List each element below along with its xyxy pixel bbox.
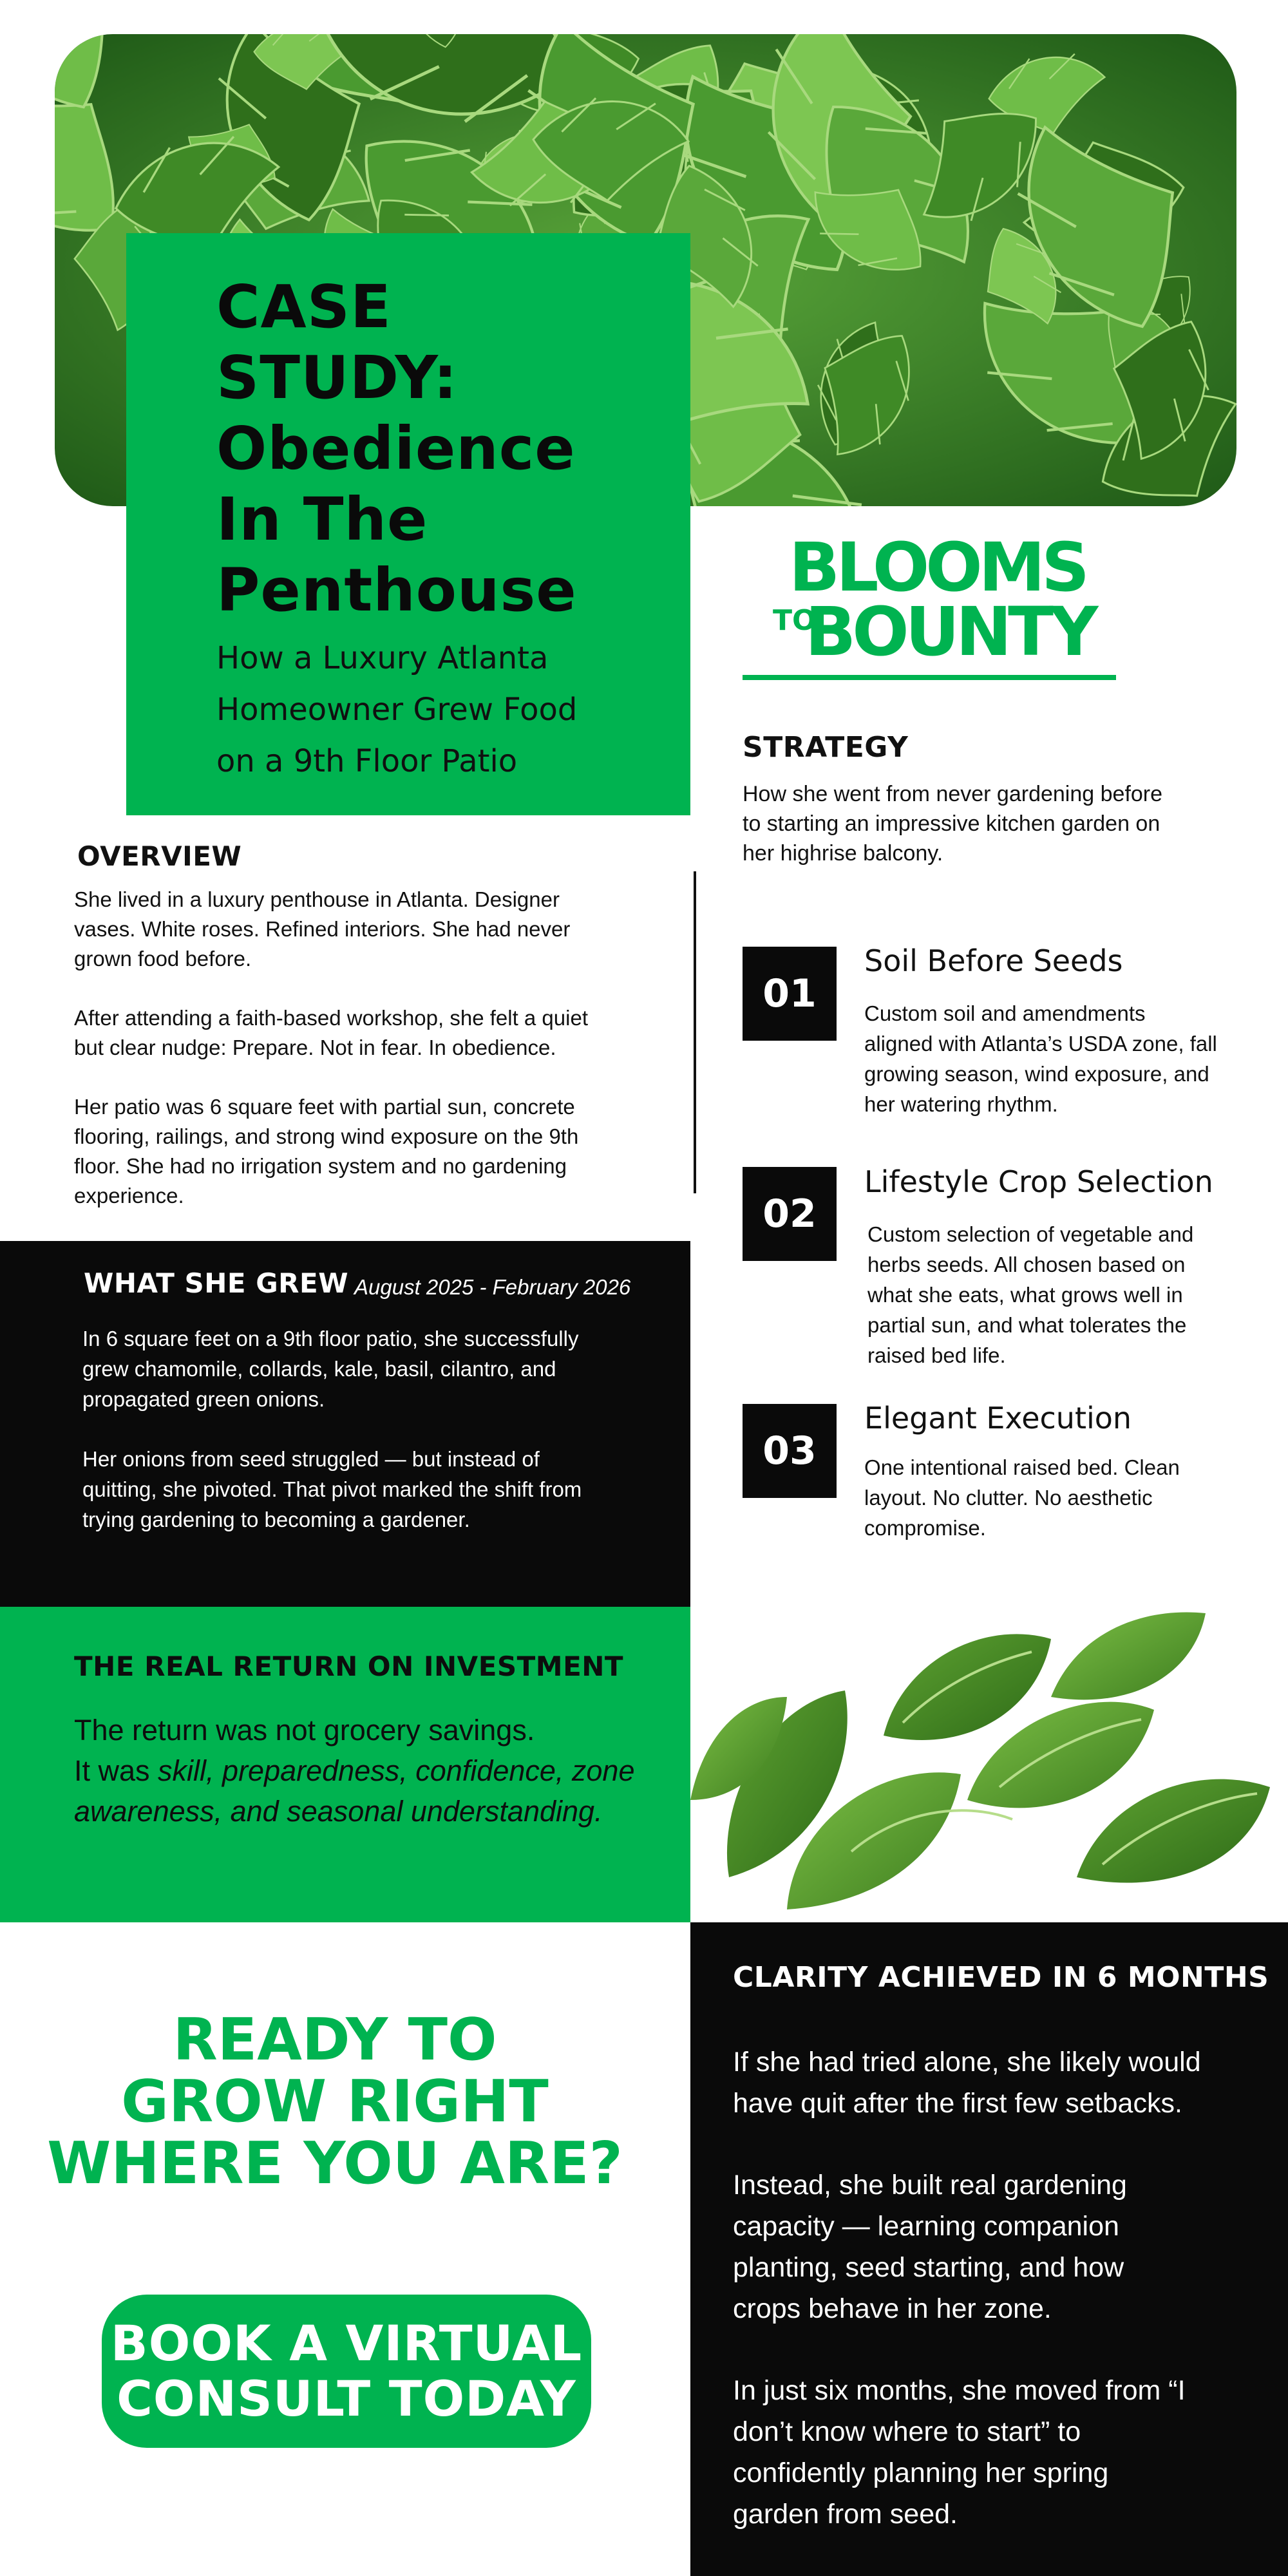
basil-photo [690,1607,1288,1922]
step-number-03: 03 [743,1404,837,1498]
step-title-crop: Lifestyle Crop Selection [864,1164,1213,1199]
book-consult-button[interactable]: BOOK A VIRTUAL CONSULT TODAY [102,2295,591,2448]
strategy-heading: STRATEGY [743,731,909,764]
step-title-execution: Elegant Execution [864,1401,1132,1435]
logo-underline [743,675,1116,680]
case-study-subtitle: How a Luxury Atlanta Homeowner Grew Food on a 9th Floor Patio [216,640,578,779]
step-text-soil: Custom soil and amendments aligned with Atlanta’s USDA zone, fall growing season, wind exposure, and her watering rhythm. [864,1001,1217,1116]
step-number-01: 01 [743,947,837,1041]
clarity-body: If she had tried alone, she likely would have quit after the first few setbacks. Instead, she built real gardening capacity — learning companion planting, seed starting, and how crops behave in her zone. In just six months, she moved from “I don’t know where to start” to confidently planning her spring garden from seed. [733,2047,1201,2530]
cta-heading: READY TO GROW RIGHT WHERE YOU ARE? [47,2006,623,2197]
clarity-heading: CLARITY ACHIEVED IN 6 MONTHS [733,1961,1269,1994]
roi-heading: THE REAL RETURN ON INVESTMENT [74,1651,624,1682]
strategy-intro: How she went from never gardening before to starting an impressive kitchen garden on her highrise balcony. [743,782,1163,866]
step-number-02: 02 [743,1167,837,1261]
date-range: August 2025 - February 2026 [354,1275,631,1299]
title-card [126,233,690,815]
overview-heading: OVERVIEW [77,840,242,872]
blooms-to-bounty-logo: BLOOMS TOBOUNTY [773,528,1095,671]
what-she-grew-heading: WHAT SHE GREW [84,1267,349,1299]
step-text-crop: Custom selection of vegetable and herbs seeds. All chosen based on what she eats, what grows well in partial sun, and what tolerates the raised bed life. [867,1222,1194,1367]
case-study-title: CASE STUDY: Obedience In The Penthouse [216,272,577,625]
vertical-divider [694,871,696,1193]
step-text-execution: One intentional raised bed. Clean layout. No clutter. No aesthetic compromise. [864,1455,1180,1540]
roi-body: The return was not grocery savings. It was skill, preparedness, confidence, zone awareness, and seasonal understanding. [74,1714,635,1828]
what-she-grew-body: In 6 square feet on a 9th floor patio, she successfully grew chamomile, collards, kale, basil, cilantro, and propagated green onions. Her onions from seed struggled — but instead of quitting, she pivoted. That pivot marked the shift from trying gardening to becoming a gardener. [82,1327,582,1531]
step-title-soil: Soil Before Seeds [864,943,1123,978]
overview-body: She lived in a luxury penthouse in Atlanta. Designer vases. White roses. Refined interiors. She had never grown food before. After attending a faith-based workshop, she felt a quiet but clear nudge: Prepare. Not in fear. In obedience. Her patio was 6 square feet with partial sun, concrete flooring, railings, and strong wind exposure on the 9th floor. She had no irrigation system and no gardening experience. [74,887,588,1208]
